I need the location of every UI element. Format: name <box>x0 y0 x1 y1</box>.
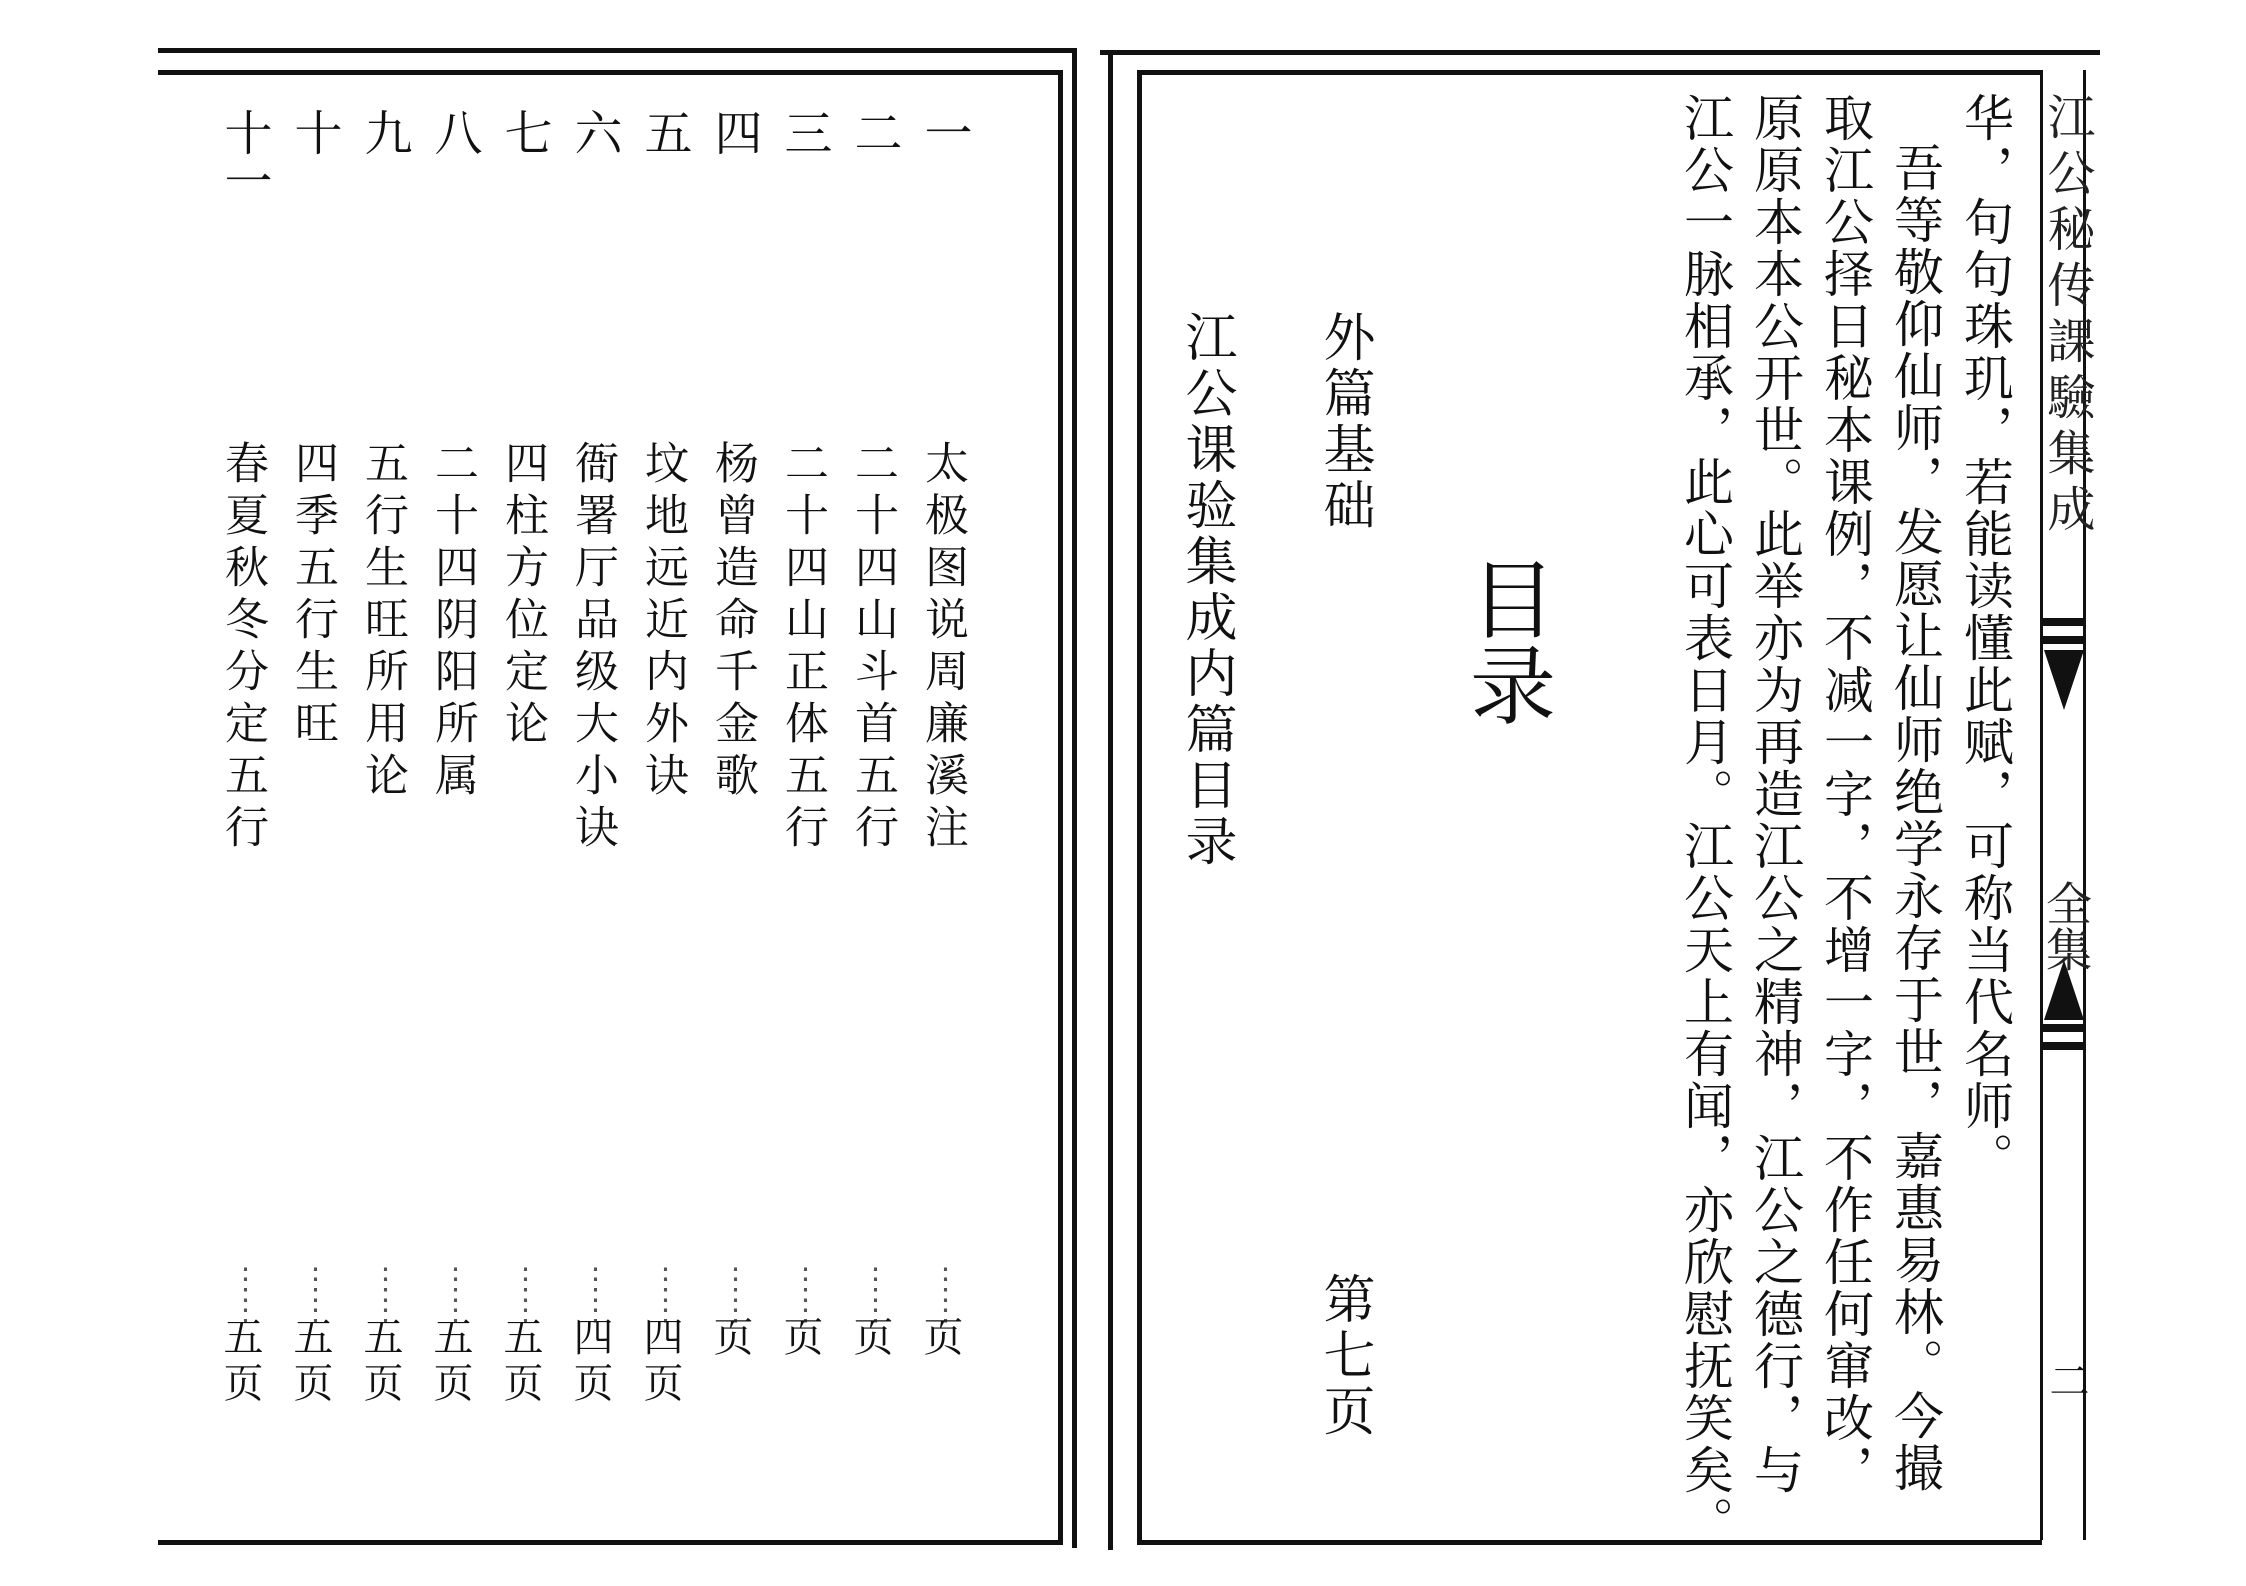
margin-fishtail-bottom <box>2044 960 2084 1020</box>
toc-page-ref: 页 <box>777 1316 823 1362</box>
toc-title: 二十四山斗首五行 <box>847 440 898 856</box>
toc-number: 十一 <box>216 108 272 204</box>
toc-number: 七 <box>496 108 552 156</box>
toc-page-ref: 四页 <box>567 1316 613 1408</box>
margin-fishtail-top <box>2044 650 2084 710</box>
toc-title: 太极图说周廉溪注 <box>917 440 968 856</box>
right-page-spine-rule <box>1108 50 1113 1550</box>
toc-number: 十 <box>286 108 342 156</box>
toc-title: 坟地远近内外诀 <box>637 440 688 804</box>
toc-page-ref: 页 <box>707 1316 753 1362</box>
waipian-heading: 外篇基础 <box>1314 310 1374 534</box>
toc-page-ref: 五页 <box>287 1316 333 1408</box>
toc-title: 二十四阴阳所属 <box>427 440 478 804</box>
preface-line: 取江公择日秘本课例，不减一字，不增一字，不作任何窜改， <box>1816 92 1874 1496</box>
margin-page-number: 二 <box>2043 1360 2089 1400</box>
toc-page-ref: 五页 <box>357 1316 403 1408</box>
toc-page-ref: 五页 <box>427 1316 473 1408</box>
toc-page-ref: 页 <box>847 1316 893 1362</box>
waipian-page: 第七页 <box>1314 1272 1374 1440</box>
toc-leader-dots: ⋮⋮ <box>368 1262 403 1324</box>
preface-line: 吾等敬仰仙师，发愿让仙师绝学永存于世，嘉惠易林。今撮 <box>1886 142 1944 1494</box>
toc-number: 三 <box>776 108 832 156</box>
toc-page-ref: 页 <box>917 1316 963 1362</box>
toc-title: 五行生旺所用论 <box>357 440 408 804</box>
margin-bar <box>2040 1042 2084 1050</box>
left-page-spine-rule <box>1072 48 1077 1548</box>
book-title: 江公秘传課驗集成 <box>2039 92 2095 540</box>
toc-leader-dots: ⋮⋮ <box>438 1262 473 1324</box>
toc-title: 二十四山正体五行 <box>777 440 828 856</box>
toc-page-ref: 五页 <box>497 1316 543 1408</box>
toc-number: 五 <box>636 108 692 156</box>
toc-title: 春夏秋冬分定五行 <box>217 440 268 856</box>
toc-number: 四 <box>706 108 762 156</box>
margin-bar <box>2040 618 2084 626</box>
toc-title: 杨曾造命千金歌 <box>707 440 758 804</box>
toc-title: 衙署厅品级大小诀 <box>567 440 618 856</box>
preface-line: 江公一脉相承，此心可表日月。江公天上有闻，亦欣慰抚笑矣。 <box>1676 92 1734 1548</box>
toc-number: 九 <box>356 108 412 156</box>
right-page-top-rule <box>1100 50 2100 55</box>
toc-number: 二 <box>846 108 902 156</box>
left-page-top-rule <box>158 48 1073 53</box>
toc-leader-dots: ⋮⋮ <box>648 1262 683 1324</box>
toc-leader-dots: ⋮⋮ <box>508 1262 543 1324</box>
toc-page-ref: 五页 <box>217 1316 263 1408</box>
toc-leader-dots: ⋮⋮ <box>788 1262 823 1324</box>
toc-title: 四柱方位定论 <box>497 440 548 752</box>
preface-line: 原原本本公开世。此举亦为再造江公之精神，江公之德行，与 <box>1746 92 1804 1496</box>
toc-leader-dots: ⋮⋮ <box>228 1262 263 1324</box>
preface-line: 华，句句珠玑，若能读懂此赋，可称当代名师。 <box>1956 92 2014 1184</box>
toc-title: 四季五行生旺 <box>287 440 338 752</box>
contents-heading: 江公课验集成内篇目录 <box>1176 310 1236 870</box>
toc-number: 一 <box>916 108 972 156</box>
toc-page-ref: 四页 <box>637 1316 683 1408</box>
toc-leader-dots: ⋮⋮ <box>298 1262 333 1324</box>
mulu-title: 目录 <box>1455 555 1555 727</box>
toc-leader-dots: ⋮⋮ <box>718 1262 753 1324</box>
margin-bar <box>2040 1024 2084 1032</box>
toc-number: 六 <box>566 108 622 156</box>
margin-bar <box>2040 636 2084 644</box>
toc-leader-dots: ⋮⋮ <box>928 1262 963 1324</box>
toc-leader-dots: ⋮⋮ <box>858 1262 893 1324</box>
toc-leader-dots: ⋮⋮ <box>578 1262 613 1324</box>
margin-label: 全集 <box>2039 880 2093 972</box>
toc-number: 八 <box>426 108 482 156</box>
